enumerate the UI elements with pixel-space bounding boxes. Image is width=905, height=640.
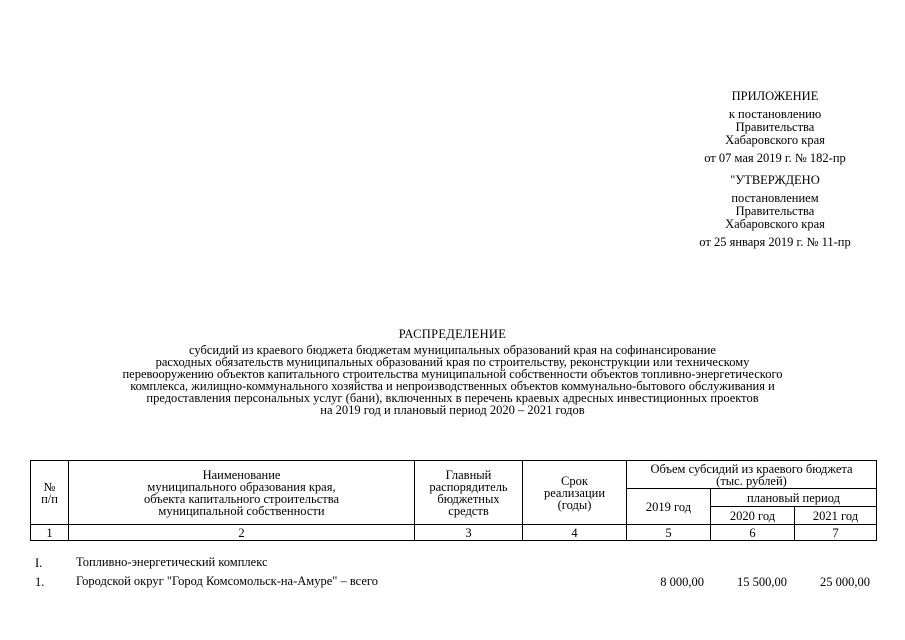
subtitle-line: перевооружению объектов капитального строительства муниципальной собственности объектов топливно-энергетического — [122, 367, 783, 381]
header-2020: 2020 год — [711, 507, 795, 525]
subtitle-line: комплекса, жилищно-коммунального хозяйства и непроизводственных объектов коммунально-бытового обслуживания и — [130, 379, 775, 393]
row-number: 1. — [35, 575, 45, 589]
header-term: Срок реализации (годы) — [523, 461, 627, 525]
index-cell: 4 — [523, 525, 627, 541]
header-volume: Объем субсидий из краевого бюджета (тыс. рублей) — [627, 461, 877, 489]
row-name: Городской округ "Город Комсомольск-на-Амуре" – всего — [76, 574, 378, 588]
row-number: I. — [35, 556, 43, 570]
subtitle-line: предоставления персональных услуг (бани), включенных в перечень краевых адресных инвестиционных проектов — [146, 391, 759, 405]
index-cell: 3 — [415, 525, 523, 541]
row-value-2019: 8 000,00 — [660, 575, 704, 589]
approved-ref-line-3: Хабаровского края — [725, 217, 825, 231]
decree-ref-line-3: Хабаровского края — [725, 133, 825, 147]
decree-ref-line-1: к постановлению — [728, 107, 822, 121]
document-subtitle — [40, 344, 865, 416]
decree-ref-line-2: Правительства — [735, 120, 815, 134]
index-cell: 1 — [31, 525, 69, 541]
approval-block — [660, 90, 890, 249]
row-name: Топливно-энергетический комплекс — [76, 555, 268, 569]
table-row — [30, 556, 876, 575]
row-value-2021: 25 000,00 — [820, 575, 870, 589]
index-cell: 5 — [627, 525, 711, 541]
decree-date-2: от 25 января 2019 г. № 11-пр — [699, 235, 851, 249]
subtitle-line: субсидий из краевого бюджета бюджетам муниципальных образований края на софинансирование — [189, 343, 716, 357]
index-cell: 6 — [711, 525, 795, 541]
subsidy-table — [30, 460, 877, 541]
header-manager: Главный распорядитель бюджетных средств — [415, 461, 523, 525]
table-body — [30, 556, 876, 603]
approved-ref-line-1: постановлением — [731, 191, 819, 205]
subtitle-line: на 2019 год и плановый период 2020 – 2021 годов — [320, 403, 585, 417]
appendix-label: ПРИЛОЖЕНИЕ — [731, 89, 819, 103]
header-plan-period: плановый период — [711, 489, 877, 507]
index-cell: 2 — [69, 525, 415, 541]
header-number: № п/п — [31, 461, 69, 525]
table-row — [30, 575, 876, 603]
row-value-2020: 15 500,00 — [737, 575, 787, 589]
header-name: Наименование муниципального образования края, объекта капитального строительства муниципальной собственности — [69, 461, 415, 525]
decree-date-1: от 07 мая 2019 г. № 182-пр — [704, 151, 846, 165]
subtitle-line: расходных обязательств муниципальных образований края по строительству, реконструкции или техническому — [155, 355, 750, 369]
header-2021: 2021 год — [795, 507, 877, 525]
index-cell: 7 — [795, 525, 877, 541]
approved-label: "УТВЕРЖДЕНО — [730, 173, 820, 187]
document-title: РАСПРЕДЕЛЕНИЕ — [398, 327, 507, 341]
header-2019: 2019 год — [627, 489, 711, 525]
approved-ref-line-2: Правительства — [735, 204, 815, 218]
